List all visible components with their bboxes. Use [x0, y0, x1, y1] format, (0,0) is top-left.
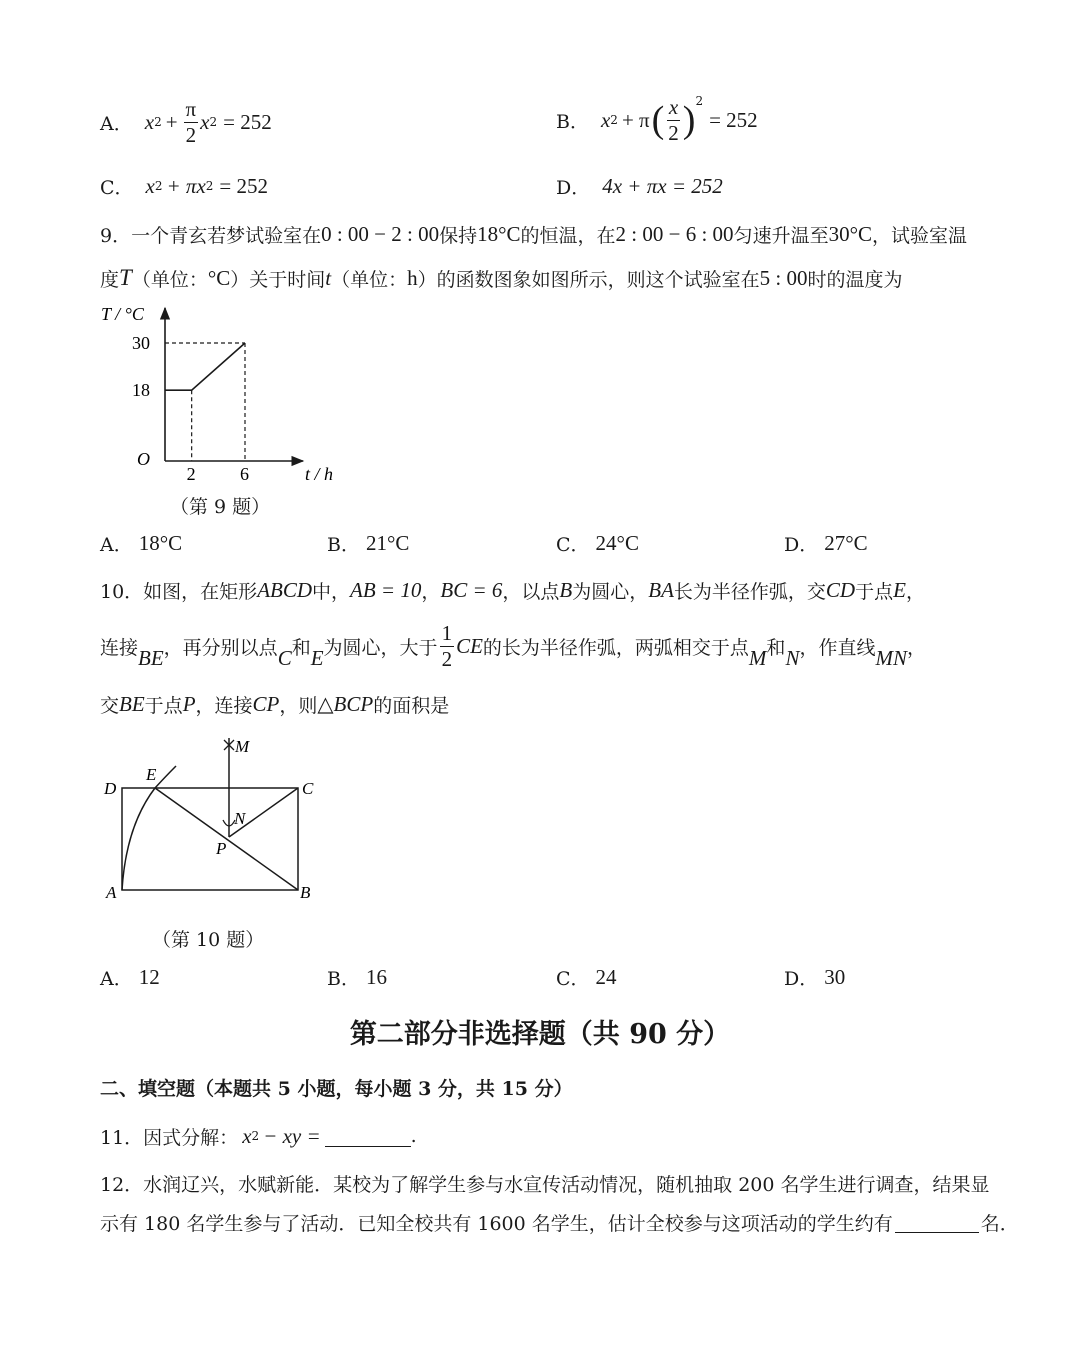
- option-value: 27°C: [824, 530, 868, 555]
- paren-left: (: [651, 99, 665, 141]
- y-tick-label: 18: [132, 380, 150, 401]
- text: （单位：: [331, 268, 408, 291]
- text: 中，: [312, 580, 351, 603]
- q10-option-c: [556, 962, 617, 992]
- y-axis-label: T / °C: [101, 304, 144, 324]
- math-var: B: [559, 577, 573, 602]
- math-exp: 2: [610, 113, 618, 127]
- option-label: A．: [100, 112, 133, 135]
- math-rhs: = 252: [709, 107, 758, 132]
- text: 名．: [980, 1212, 1019, 1235]
- text: 和: [766, 636, 786, 659]
- label-b: B: [300, 883, 311, 902]
- math-var: BA: [648, 577, 674, 602]
- math-var: M: [748, 645, 767, 670]
- math-var: MN: [875, 645, 907, 670]
- q10-option-b: [327, 962, 387, 992]
- label-a: A: [106, 883, 117, 902]
- text: 10．如图，在矩形: [100, 580, 258, 603]
- x-axis-label: t / h: [305, 464, 334, 484]
- text: 于点: [144, 694, 183, 717]
- q8-option-d: [556, 170, 723, 202]
- math-expr: 4x + πx = 252: [602, 173, 723, 198]
- math-var: CD: [825, 577, 856, 602]
- label-n: N: [234, 809, 246, 828]
- math-fraction: [440, 620, 455, 671]
- text: 的面积是: [373, 694, 450, 717]
- math-exp: 2: [205, 179, 214, 193]
- text: 为圆心，大于: [323, 636, 438, 659]
- text: （单位：: [131, 268, 208, 291]
- math-var: ABCD: [257, 577, 313, 602]
- option-value: 16: [365, 964, 387, 989]
- option-value: 21°C: [365, 530, 410, 555]
- option-label: C．: [556, 967, 590, 990]
- option-value: 24°C: [595, 530, 639, 555]
- text: ，则: [279, 694, 318, 717]
- text: 和: [291, 636, 311, 659]
- text: ，: [906, 636, 926, 659]
- origin-label: O: [137, 449, 150, 469]
- paren-right: ): [682, 99, 696, 141]
- math-temp: 30°C: [828, 221, 872, 246]
- option-label: D．: [784, 967, 819, 990]
- text: 匀速升温至: [733, 224, 829, 247]
- rectangle-abcd: [122, 788, 298, 890]
- math-var: E: [893, 577, 906, 602]
- text: 为圆心，: [572, 580, 649, 603]
- math-unit: h: [407, 265, 418, 290]
- label-c: C: [302, 779, 314, 798]
- q10-caption: （第 10 题）: [152, 929, 265, 951]
- option-label: B．: [556, 110, 589, 133]
- q10-geometry-figure: [98, 730, 338, 910]
- text: 连接: [100, 636, 139, 659]
- option-value: 18°C: [138, 530, 183, 555]
- math-var: BE: [119, 691, 145, 716]
- math-unit: °C: [207, 265, 231, 290]
- frac-num: x: [668, 94, 679, 119]
- math-op: + πx: [166, 173, 206, 198]
- q8-option-b: [556, 92, 758, 148]
- text: 的长为半径作弧，两弧相交于点: [482, 636, 749, 659]
- text: 保持: [439, 224, 478, 247]
- frac-num: π: [185, 96, 197, 121]
- math-op: + π: [621, 107, 650, 132]
- math-exp: 2: [154, 115, 162, 129]
- x-tick-label: 6: [240, 464, 249, 484]
- x-tick-label: 2: [186, 464, 196, 484]
- frac-num: 1: [441, 620, 453, 645]
- q9-caption: （第 9 题）: [170, 496, 271, 518]
- q11-line: [100, 1120, 417, 1152]
- math-var: E: [310, 645, 324, 670]
- text: ，再分别以点: [163, 636, 278, 659]
- math-var: x: [242, 1123, 252, 1148]
- text: ）关于时间: [230, 268, 326, 291]
- label-d: D: [104, 779, 117, 798]
- text: ，以点: [502, 580, 560, 603]
- math-var: P: [182, 691, 196, 716]
- part-two-title: 第二部分非选择题（共 90 分）: [349, 1019, 731, 1050]
- option-label: C．: [100, 176, 134, 199]
- q9-line-1: [100, 218, 967, 250]
- q10-option-d: [784, 962, 845, 992]
- math-var: N: [785, 645, 800, 670]
- text: .: [410, 1125, 417, 1147]
- math-var: BE: [138, 645, 164, 670]
- label-e: E: [146, 765, 157, 784]
- text: 度: [100, 268, 120, 291]
- math-time: 0 : 00 − 2 : 00: [321, 221, 440, 246]
- frac-den: 2: [185, 122, 197, 147]
- math-var: C: [277, 645, 292, 670]
- text: ，: [421, 580, 441, 603]
- q9-line-2: [100, 262, 902, 294]
- option-value: 30: [824, 964, 846, 989]
- q10-line-1: [100, 574, 925, 606]
- option-label: C．: [556, 533, 590, 556]
- math-var: x: [145, 173, 155, 198]
- math-temp: 18°C: [477, 221, 521, 246]
- math-time: 2 : 00 − 6 : 00: [615, 221, 734, 246]
- math-expr: − xy =: [263, 1123, 321, 1148]
- math-time: 5 : 00: [759, 265, 808, 290]
- q10-option-a: [100, 962, 160, 992]
- math-expr: BC = 6: [440, 577, 503, 602]
- q8-option-c: [100, 170, 268, 202]
- q9-option-b: [327, 528, 409, 558]
- q10-line-2: [100, 620, 926, 672]
- y-tick-label: 30: [132, 333, 150, 353]
- label-m: M: [235, 737, 250, 756]
- text: ）的函数图象如图所示，则这个试验室在: [417, 268, 760, 291]
- math-exp: 2: [209, 115, 218, 129]
- option-label: B．: [327, 967, 360, 990]
- text: ，作直线: [799, 636, 876, 659]
- frac-den: 2: [668, 120, 679, 145]
- text: ，试验室温: [871, 224, 967, 247]
- section-subtitle: 二、填空题（本题共 5 小题，每小题 3 分，共 15 分）: [100, 1078, 573, 1100]
- math-expr: AB = 10: [350, 577, 422, 602]
- option-label: D．: [556, 176, 591, 199]
- q9-line-chart: [95, 298, 355, 498]
- text: 示有 180 名学生参与了活动．已知全校共有 1600 名学生，估计全校参与这项活动的学生约有: [100, 1212, 893, 1235]
- q9-option-c: [556, 528, 639, 558]
- answer-blank[interactable]: [895, 1212, 979, 1233]
- text: 时的温度为: [807, 268, 903, 291]
- option-label: D．: [784, 533, 819, 556]
- q12-line-1: 12．水润辽兴，水赋新能．某校为了解学生参与水宣传活动情况，随机抽取 200 名学生进行调查，结果显: [100, 1174, 990, 1196]
- option-label: A．: [100, 533, 133, 556]
- text: 9．一个青玄若梦试验室在: [100, 224, 322, 247]
- q9-option-a: [100, 528, 182, 558]
- q12-line-2: [100, 1206, 1019, 1238]
- math-var: CP: [252, 691, 280, 716]
- text: 长为半径作弧，交: [673, 580, 826, 603]
- label-p: P: [216, 839, 227, 858]
- triangle-symbol: △: [317, 691, 334, 716]
- math-fraction: [666, 94, 681, 145]
- math-exp: 2: [251, 1129, 260, 1143]
- math-var: t: [325, 265, 332, 290]
- math-var: x: [200, 109, 210, 134]
- text: 于点: [855, 580, 894, 603]
- text: 的恒温，在: [520, 224, 616, 247]
- text: ，连接: [195, 694, 253, 717]
- option-label: A．: [100, 967, 133, 990]
- math-rhs: = 252: [219, 173, 269, 198]
- q9-option-d: [784, 528, 868, 558]
- math-rhs: = 252: [223, 109, 272, 134]
- math-fraction: [184, 96, 199, 147]
- math-var: T: [119, 265, 132, 290]
- math-var: x: [600, 107, 611, 132]
- q8-option-a: [100, 96, 272, 147]
- option-value: 24: [595, 964, 617, 989]
- math-exp: 2: [154, 179, 163, 193]
- arc-from-b: [122, 766, 176, 890]
- text: 交: [100, 694, 120, 717]
- option-value: 12: [138, 964, 160, 989]
- option-label: B．: [327, 533, 360, 556]
- text: ，: [905, 580, 925, 603]
- math-exp: 2: [695, 94, 704, 108]
- series-line-temperature: [165, 343, 245, 390]
- text: 11．因式分解：: [100, 1126, 239, 1149]
- math-var: x: [144, 109, 155, 134]
- math-op: +: [165, 109, 178, 134]
- answer-blank[interactable]: [325, 1126, 411, 1147]
- math-var: CE: [456, 633, 483, 658]
- math-var: BCP: [333, 691, 374, 716]
- q10-line-3: [100, 688, 449, 720]
- frac-den: 2: [441, 646, 453, 671]
